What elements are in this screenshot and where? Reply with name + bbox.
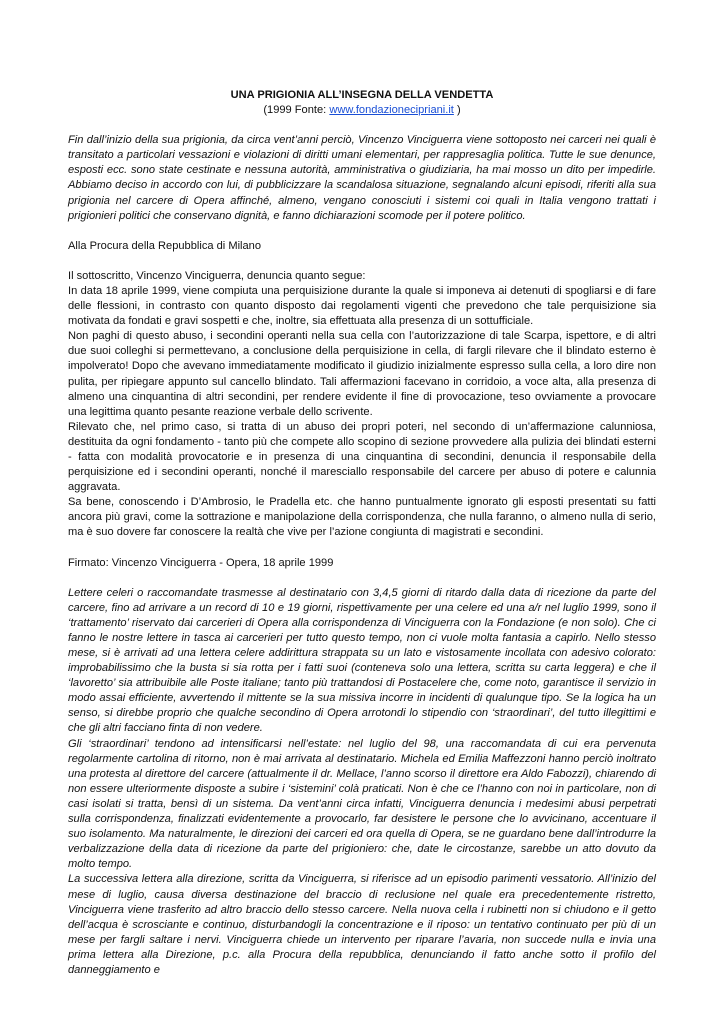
- letter-paragraph: In data 18 aprile 1999, viene compiuta una perquisizione durante la quale si imponeva ai detenuti di spogliarsi e di fare delle flessioni, in contrasto con quanto disposto dai regolamenti vigenti che prevedono che tale perquisizione sia motivata da fondati e gravi sospetti e che, inoltre, sia effettuata alla presenza di un sottufficiale.: [68, 284, 656, 328]
- commentary-paragraph: Gli ‘straordinari’ tendono ad intensificarsi nell’estate: nel luglio del 98, una raccomandata di cui era pervenuta regolarmente cartolina di ritorno, non è mai arrivata al destinatario. Michela ed Emilia Maffezzoni hanno perciò inoltrato una protesta al direttore del carcere (attualmente il dr. Mellace, l’anno scorso il direttore era Aldo Fabozzi), chiarendo di non essere ulteriormente disposte a subire i ‘sistemini’ colà praticati. Non è che ce l’hanno con noi in particolare, non di casi isolati si tratta, bensì di un sistema. Da vent’anni circa infatti, Vinciguerra denuncia i medesimi abusi perpetrati sulla corrispondenza, finalizzati evidentemente a provocarlo, far desistere le persone che lo avvicinano, accentuare il suo isolamento. Ma naturalmente, le direzioni dei carceri ed ora quella di Opera, se ne guardano bene dall’introdurre la verbalizzazione della data di ricezione da parte del prigioniero: che, date le circostanze, sarebbe un atto dovuto da molto tempo.: [68, 737, 656, 871]
- commentary-paragraph: La successiva lettera alla direzione, scritta da Vinciguerra, si riferisce ad un episodio parimenti vessatorio. All’inizio del mese di luglio, causa diversa destinazione del braccio di reclusione nel quale era precedentemente ristretto, Vinciguerra viene trasferito ad altro braccio dello stesso carcere. Nella nuova cella i rubinetti non si chiudono e il getto dell’acqua è scrosciante e continuo, disturbandogli la concentrazione e il riposo: un tentativo continuato per più di un mese per fargli saltare i nervi. Vinciguerra chiede un intervento per riparare l’avaria, non succede nulla e invia una prima lettera alla Direzione, p.c. alla Procura della repubblica, denunciando il fatto anche sotto il profilo del danneggiamento e: [68, 873, 656, 976]
- source-suffix: ): [453, 104, 461, 117]
- letter-opening: Il sottoscritto, Vincenzo Vinciguerra, denuncia quanto segue:: [68, 269, 366, 282]
- letter-paragraph: Non paghi di questo abuso, i secondini operanti nella sua cella con l’autorizzazione di tale Scarpa, ispettore, e di altri due suoi colleghi si permettevano, a conclusione della perquisizione in cella, di fargli rilevare che il blindato esterno è impolverato! Dopo che avevano immediatamente modificato il giudizio inizialmente espresso sulla cella, a loro dire non pulita, per ripiegare appunto sul cancello blindato. Tali affermazioni facevano in corridoio, a voce alta, alla presenza di almeno una cinquantina di altri secondini, per rendere evidente il fine di provocazione, teso ovviamente a provocare una legittima quanto pesante reazione verbale dello scrivente.: [68, 330, 656, 418]
- letter-paragraph: Sa bene, conoscendo i D’Ambrosio, le Pradella etc. che hanno puntualmente ignorato gli esposti presentati su fatti ancora più gravi, come la sottrazione e manipolazione della corrispondenza, che nulla faranno, o almeno nulla di serio, ma è suo dovere far conoscere la realtà che vive per l’azione congiunta di magistrati e secondini.: [68, 496, 656, 539]
- source-prefix: (1999 Fonte:: [263, 104, 330, 117]
- signature: Firmato: Vincenzo Vinciguerra - Opera, 18 aprile 1999: [68, 556, 334, 569]
- document-title: UNA PRIGIONIA ALL’INSEGNA DELLA VENDETTA: [230, 89, 494, 101]
- intro-paragraph: Fin dall’inizio della sua prigionia, da circa vent’anni perciò, Vincenzo Vinciguerra viene sottoposto nei carceri nei quali è transitato a particolari vessazioni e violazioni di diritti umani elementari, per rappresaglia politica. Tutte le sue denunce, esposti ecc. sono state cestinate e nessuna autorità, amministrativa o giudiziaria, ha mai mosso un dito per impedirle. Abbiamo deciso in accordo con lui, di pubblicizzare la scandalosa situazione, segnalando alcuni episodi, riferiti alla sua prigionia nel carcere di Opera affinché, almeno, vengano conosciuti i sistemi coi quali in Italia vengono trattati i prigionieri politici che conservano dignità, e fanno dichiarazioni scomode per il potere politico.: [68, 134, 656, 222]
- source-link[interactable]: www.fondazionecipriani.it: [329, 104, 454, 117]
- source-line: [68, 103, 656, 118]
- letter-paragraph: Rilevato che, nel primo caso, si tratta di un abuso dei propri poteri, nel secondo di un’affermazione calunniosa, destituita da ogni fondamento - tanto più che compete allo scopino di sezione provvedere alla pulizia dei blindati esterni - fatta con modalità provocatorie e in presenza di una cinquantina di secondini, denuncia il responsabile della perquisizione ed i secondini operanti, nonché il maresciallo responsabile del carcere per abuso di potere e calunnia aggravata.: [68, 420, 656, 494]
- commentary-paragraph: Lettere celeri o raccomandate trasmesse al destinatario con 3,4,5 giorni di ritardo dalla data di ricezione da parte del carcere, fino ad arrivare a un record di 10 e 19 giorni, rispettivamente per una celere ed una a/r nel luglio 1999, sono il ‘trattamento’ riservato dai carcerieri di Opera alla corrispondenza di Vinciguerra con la Fondazione (e non solo). Che ci fanno le nostre lettere in tasca ai carcerieri per tutto questo tempo, non ci vuole molta fantasia a capirlo. Nello stesso mese, si è arrivati ad una lettera celere addirittura strappata su un lato e vistosamente incollata con adesivo colorato: improbabilissimo che la busta si sia rotta per i fatti suoi (conteneva solo una lettera, scritta su carta leggera) e che il ‘lavoretto’ sia attribuibile alle Poste italiane; tanto più trattandosi di Postacelere che, come noto, garantisce il servizio in modo assai efficiente, avvertendo il mittente se la sua missiva incorre in incidenti di qualunque tipo. Se la logica ha un senso, si direbbe proprio che qualche secondino di Opera arrotondi lo stipendio con ‘straordinari’, del tutto illegittimi e che gli altri facciano finta di non vedere.: [68, 586, 656, 735]
- addressee: Alla Procura della Repubblica di Milano: [68, 239, 262, 252]
